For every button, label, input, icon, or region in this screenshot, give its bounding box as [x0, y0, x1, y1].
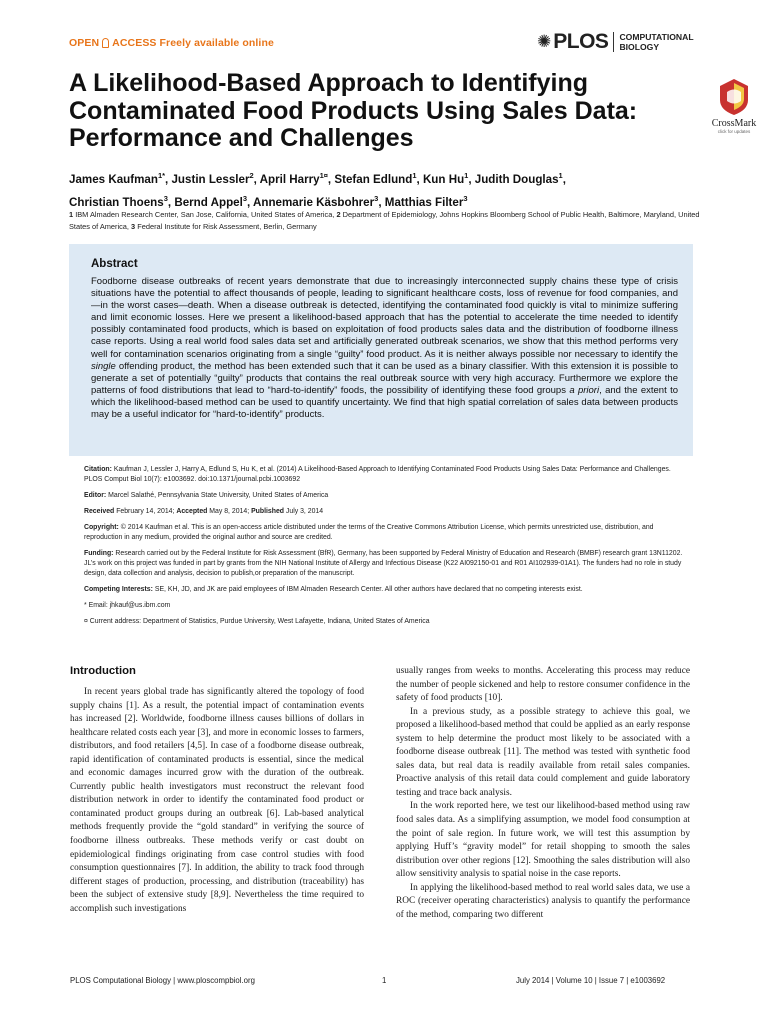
author	[384, 193, 468, 209]
page-number: 1	[382, 976, 387, 985]
competing-label: Competing Interests:	[84, 585, 153, 593]
editor	[84, 491, 684, 501]
affiliation-2: Department of Epidemiology, Johns Hopkins Bloomberg School of Public Health, Baltimore, Maryland, United States of America,	[69, 210, 700, 231]
affiliation-3: Federal Institute for Risk Assessment, Berlin, Germany	[137, 222, 317, 231]
freely-available-label: ACCESS Freely available online	[112, 37, 274, 49]
open-lock-icon	[102, 38, 109, 48]
abstract-text-part: Foodborne disease outbreaks of recent years demonstrate that due to increasingly interconnected supply chains these type of crisis situations have the potential to affect thousands of people, leading to significant healthcare costs, loss of revenue for food companies, and—in the worst cases—death. When a disease outbreak is detected, identifying the contaminated food quickly is vital to minimize suffering and limit economic losses. Here we present a likelihood-based approach that has the potential to accelerate the time needed to identify possibly contaminated food products, which is based on exploitation of food products sales data and the distribution of foodborne illness case reports. Using a real world food sales data set and artificially generated outbreak scenarios, we show that this method performs very well for contamination scenarios originating from a single “guilty” food product. As it is neither always possible nor necessary to identify the	[91, 276, 678, 360]
plos-gear-icon: ✺	[537, 32, 552, 52]
published-label: Published	[251, 508, 284, 516]
funding-text: Research carried out by the Federal Institute for Risk Assessment (BfR), Germany, has been supported by Federal Ministry of Education and Research (BMBF) research grant 13N11202. JL’s work on this project was funded in part by grants from the NIH National Institute of Allergy and Infectious Disease (K22 AI092150-01 and R01 AI102939-01A1). The funders had no role in study design, data collection and analysis, decision to publish,or preparation of the manuscript.	[84, 550, 683, 577]
abstract-text	[91, 276, 678, 421]
current-address: ¤ Current address: Department of Statistics, Purdue University, West Lafayette, Indiana, United States of America	[84, 618, 430, 626]
author-name: Annemarie Käsbohrer	[253, 195, 375, 209]
journal-line-1: COMPUTATIONAL	[619, 32, 694, 42]
funding	[84, 549, 684, 578]
footer-journal[interactable]: PLOS Computational Biology | www.ploscompbiol.org	[70, 976, 255, 985]
author-name: Justin Lessler	[171, 172, 250, 186]
affiliation-number: 1	[69, 210, 74, 219]
abstract-box	[69, 244, 693, 456]
author: Judith Douglas$^1$,	[474, 171, 566, 186]
author-affiliation-mark: 1	[558, 171, 563, 180]
author-affiliation-mark: 1*	[157, 171, 166, 180]
abstract-text-part: offending product, the method has been extended such that it can be used as a binary classifier. With this extension it is possible to generate a set of potentially “guilty” products that contains the real outbreak source with very high accuracy. Furthermore we explore the patterns of food distributions that lead to “hard-to-identify” foods, the possibility of identifying these food groups	[91, 360, 678, 396]
author-affiliation-mark: 3	[463, 193, 468, 203]
abstract-emphasis: a priori	[569, 384, 600, 396]
article-metadata	[84, 465, 684, 634]
funding-label: Funding:	[84, 550, 114, 558]
affiliation-number: 3	[131, 222, 136, 231]
abstract-emphasis: single	[91, 360, 116, 372]
body-column-right	[396, 665, 690, 922]
paragraph: In applying the likelihood-based method to real world sales data, we use a ROC (receiver operating characteristics) analysis to quantify the performance of the method, comparing two different	[396, 882, 690, 920]
plos-wordmark: PLOS	[553, 30, 609, 53]
author-name: Christian Thoens	[69, 195, 164, 209]
author: Christian Thoens$^3$,	[69, 193, 175, 209]
journal-line-2: BIOLOGY	[619, 42, 660, 52]
crossmark-label: CrossMark	[711, 118, 757, 129]
dates	[84, 507, 684, 517]
competing-text: SE, KH, JD, and JK are paid employees of IBM Almaden Research Center. All other authors have declared that no competing interests exist.	[154, 585, 583, 593]
paragraph: In a previous study, as a possible strategy to achieve this goal, we proposed a likelihood-based method that could be applied as an early response system to help determine the product most likely to be associated with a foodborne disease outbreak [11]. The method was tested with synthetic food sales data, but real data is readily available from retail sales companies. Proactive analysis of this retail data could complement and guide laboratory testing and trace back analysis.	[396, 706, 690, 798]
author-affiliation-mark: 3	[374, 193, 379, 203]
editor-text: Marcel Salathé, Pennsylvania State University, United States of America	[108, 491, 329, 499]
accepted-date: May 8, 2014;	[209, 508, 250, 516]
author: James Kaufman$^{1*}$,	[69, 171, 172, 186]
open-access-label: OPEN	[69, 37, 100, 49]
author-name: Stefan Edlund	[334, 172, 413, 186]
affiliation-number: 2	[336, 210, 341, 219]
article-title: A Likelihood-Based Approach to Identifying Contaminated Food Products Using Sales Data: Performance and Challenges	[69, 69, 638, 152]
introduction-heading: Introduction	[70, 665, 136, 677]
journal-name	[619, 32, 693, 52]
author-affiliation-mark: 3	[242, 193, 247, 203]
copyright-text: © 2014 Kaufman et al. This is an open-access article distributed under the terms of the Creative Commons Attribution License, which permits unrestricted use, distribution, and reproduction in any medium, provided the original author and source are credited.	[84, 524, 654, 542]
author-name: Bernd Appel	[174, 195, 243, 209]
accepted-label: Accepted	[176, 508, 208, 516]
author: Stefan Edlund$^1$,	[334, 171, 423, 186]
abstract-text-part: , and the extent to which the likelihood-based method can be used to quantify uncertainty. We find that high spatial correlation of sales data between products may be a useful indicator for “hard-to-identify” products.	[91, 384, 679, 421]
affiliations	[69, 209, 709, 233]
author-list	[69, 166, 709, 212]
received-label: Received	[84, 508, 115, 516]
paragraph: In recent years global trade has significantly altered the topology of food supply chains [1]. As a result, the potential impact of contamination events has increased [2]. Worldwide, foodborne illness causes billions of dollars in healthcare related costs each year [3], and more in economic losses to farmers, distributors, and food retailers [4,5]. In case of a foodborne disease outbreak, rapid identification of contaminated products is essential, since the medical and economic damages incurred grow with the duration of the outbreak. Currently public health investigators must reconstruct the relevant food distribution network in order to identify the contaminated food product or contaminated product groups during an outbreak [6]. Lab-based analytical methods frequently provide the “gold standard” in verifying the source of foodborne illness outbreaks. These methods verify or cast doubt on epidemiological findings originating from case control studies with food consumption questionnaires [7]. In addition, the ability to track food through different stages of production, processing, and distribution (traceability) has been the subject of extensive study [8,9]. Nevertheless the time required to accomplish such investigations	[70, 687, 364, 914]
author-affiliation-mark: 3	[163, 193, 168, 203]
published-date: July 3, 2014	[285, 508, 324, 516]
affiliation-1: IBM Almaden Research Center, San Jose, California, United States of America,	[75, 210, 335, 219]
paragraph: In the work reported here, we test our likelihood-based method using raw food sales data. As a simplifying assumption, we model food consumption at the point of sale region. In future work, we will test this assumption by applying Huff’s “gravity model” for retail shopping to smooth the sales distribution over other regions [12]. Smoothing the sales distribution will also allow sensitivity analysis to spatial noise in the case reports.	[396, 801, 690, 880]
body-column-left	[70, 686, 364, 916]
citation	[84, 465, 684, 484]
received-date: February 14, 2014;	[116, 508, 175, 516]
logo-divider	[613, 32, 614, 52]
author: Annemarie Käsbohrer$^3$,	[253, 193, 385, 209]
author-name: Matthias Filter	[384, 195, 464, 209]
citation-label: Citation:	[84, 466, 112, 473]
citation-text: Kaufman J, Lessler J, Harry A, Edlund S, Hu K, et al. (2014) A Likelihood-Based Approach to Identifying Contaminated Food Products Using Sales Data: Performance and Challenges. PLOS Comput Biol 10(7): e1003692. doi:10.1371/journal.pcbi.1003692	[84, 466, 671, 483]
author-affiliation-mark: 2	[249, 171, 254, 180]
author-affiliation-mark: 1	[464, 171, 469, 180]
email[interactable]: * Email: jhkauf@us.ibm.com	[84, 602, 171, 610]
author-name: Kun Hu	[422, 172, 465, 186]
abstract-heading: Abstract	[91, 258, 138, 270]
copyright-label: Copyright:	[84, 524, 119, 532]
author-affiliation-mark: 1	[412, 171, 417, 180]
author-affiliation-mark: 1¤	[319, 171, 328, 180]
crossmark-badge[interactable]	[710, 78, 758, 134]
paragraph: usually ranges from weeks to months. Accelerating this process may reduce the number of people sickened and help to restore consumer confidence in the safety of food products [10].	[396, 666, 690, 704]
footer-issue: July 2014 | Volume 10 | Issue 7 | e1003692	[516, 976, 666, 985]
author: Kun Hu$^1$,	[422, 171, 475, 186]
author: Justin Lessler$^2$,	[171, 171, 260, 186]
crossmark-icon	[717, 78, 751, 116]
crossmark-sublabel: click for updates	[717, 129, 751, 134]
open-access-banner	[69, 37, 274, 49]
plos-logo[interactable]	[537, 30, 694, 54]
editor-label: Editor:	[84, 491, 107, 499]
author: April Harry$^{1¤}$,	[259, 171, 335, 186]
copyright	[84, 523, 684, 542]
author: Bernd Appel$^3$,	[174, 193, 254, 209]
author-name: April Harry	[259, 172, 320, 186]
author-name: James Kaufman	[69, 172, 158, 186]
competing-interests	[84, 585, 684, 595]
author-name: Judith Douglas	[474, 172, 559, 186]
